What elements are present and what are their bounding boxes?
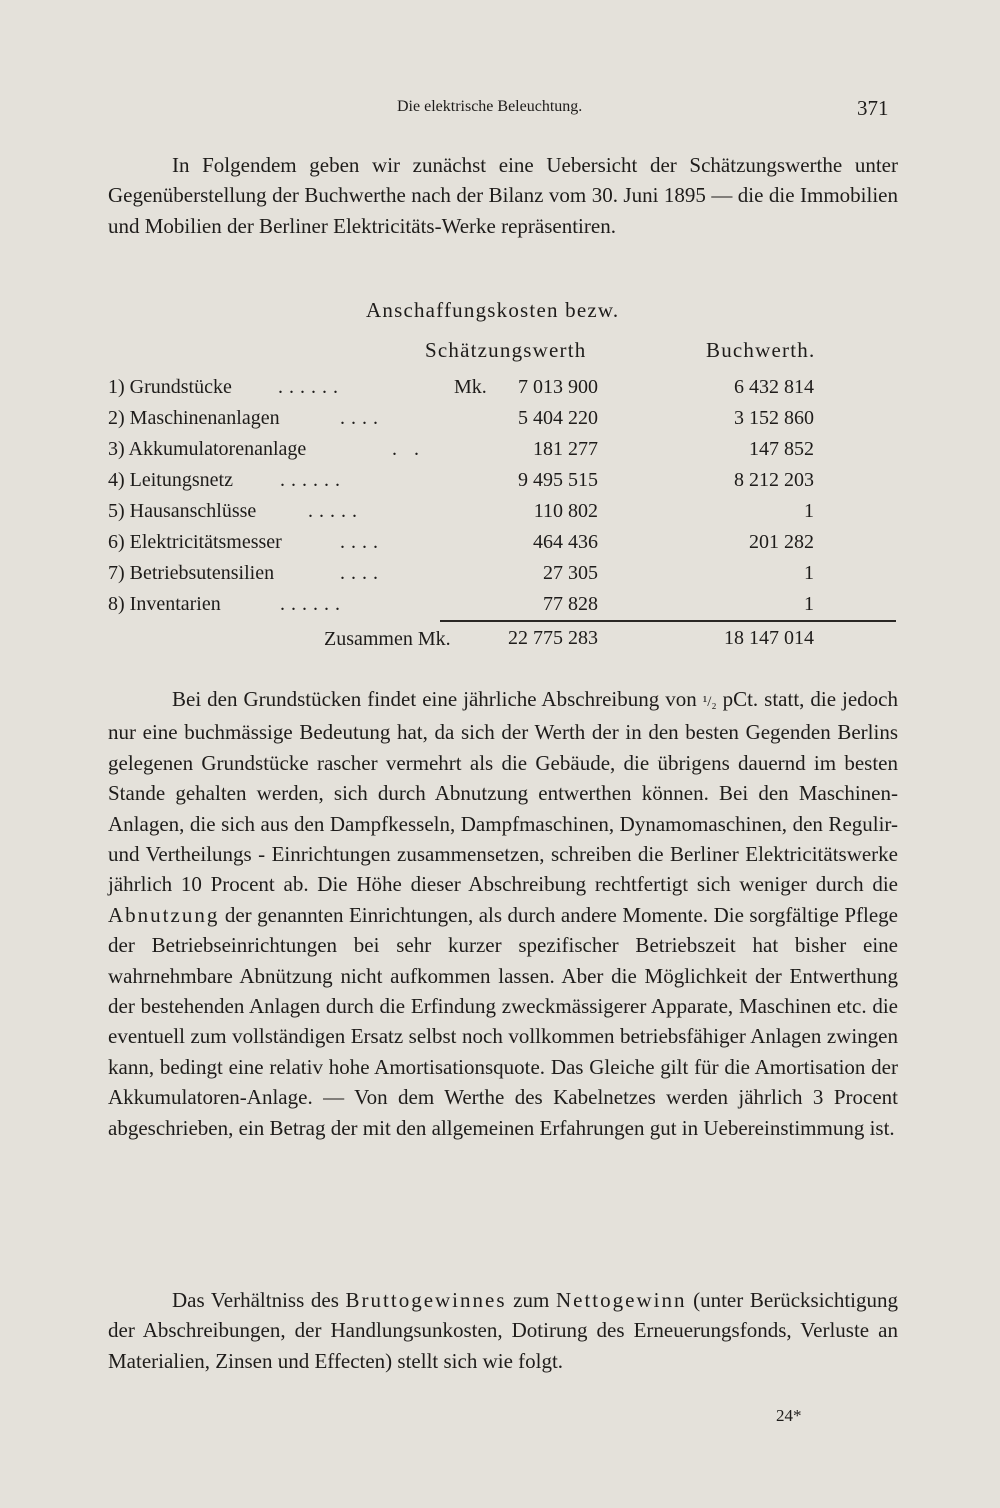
row-estimated-value: 27 305 [543,562,598,584]
text-run: Das Verhältniss des [172,1288,346,1312]
row-label: 2) Maschinenanlagen [108,407,280,429]
row-estimated-value: 181 277 [533,438,598,460]
currency-unit: Mk. [454,376,487,398]
row-book-value: 201 282 [749,531,814,553]
row-label: 5) Hausanschlüsse [108,500,257,522]
row-label: 7) Betriebsutensilien [108,562,275,584]
running-head [0,96,1000,126]
row-label: 4) Leitungsnetz [108,469,233,491]
leader-dots: .... [340,407,384,429]
table-header-col1: Schätzungswerth [425,338,587,362]
profit-paragraph [108,1285,898,1376]
total-label: Zusammen Mk. [324,628,451,650]
leader-dots: .... [340,531,384,553]
table-row [108,559,898,590]
running-title: Die elektrische Beleuchtung. [397,98,583,115]
row-label: 3) Akkumulatorenanlage [108,438,307,460]
leader-dots: . . [392,438,425,460]
table-row [108,497,898,528]
text-run: (unter Berücksichtigung der Abschreibungen, der Handlungsunkosten, Dotirung des Erneuerungsfonds, Verluste an Materialien, Zinsen und Effecten) stellt sich wie folgt. [108,1288,899,1373]
table-row [108,466,898,497]
text-run: zum [506,1288,556,1312]
row-book-value: 1 [804,562,814,584]
text-run: der genannten Einrichtungen, als durch andere Momente. Die sorgfältige Pflege der Betriebseinrichtungen bei sehr kurzer spezifischer Betriebszeit hat bisher eine wahrnehmbare Abnützung nicht aufkommen lassen. Aber die Möglichkeit der Entwerthung der bestehenden Anlagen durch die Erfindung zweckmässigerer Apparate, Maschinen etc. die eventuell zum vollständigen Ersatz selbst noch vollkommen betriebsfähiger Anlagen zwingen kann, bedingt eine relativ hohe Amortisationsquote. Das Gleiche gilt für die Amortisation der Akkumulatoren-Anlage. — Von dem Werthe des Kabelnetzes werden jährlich 3 Procent abgeschrieben, ein Betrag der mit den allgemeinen Erfahrungen gut in Uebereinstimmung ist. [108,902,898,1140]
row-estimated-value: 7 013 900 [518,376,598,398]
row-estimated-value: 110 802 [533,500,598,522]
spaced-emphasis: Bruttogewinnes [345,1288,507,1312]
table-row [108,435,898,466]
leader-dots: ...... [280,469,346,491]
row-estimated-value: 9 495 515 [518,469,598,491]
row-book-value: 147 852 [749,438,814,460]
row-book-value: 8 212 203 [734,469,814,491]
row-estimated-value: 5 404 220 [518,407,598,429]
total-row [108,624,898,656]
leader-dots: ...... [280,593,346,615]
leader-dots: .... [340,562,384,584]
spaced-emphasis: Abnutzung [108,902,220,927]
row-estimated-value: 464 436 [533,531,598,553]
total-book-value: 18 147 014 [724,627,814,649]
sheet-signature: 24* [776,1406,802,1425]
leader-dots: ...... [278,376,344,398]
valuation-table [108,373,898,621]
table-header-line1: Anschaffungskosten bezw. [366,298,620,322]
table-row [108,590,898,621]
table-row [108,404,898,435]
row-label: 6) Elektricitätsmesser [108,531,282,553]
row-book-value: 3 152 860 [734,407,814,429]
row-book-value: 1 [804,500,814,522]
row-label: 8) Inventarien [108,593,221,615]
row-estimated-value: 77 828 [543,593,598,615]
table-row [108,373,898,404]
row-book-value: 6 432 814 [734,376,814,398]
fraction: ¹/₂ [702,694,717,710]
depreciation-paragraph [108,684,898,1143]
row-label: 1) Grundstücke [108,376,232,398]
row-book-value: 1 [804,593,814,615]
page-number: 371 [857,96,889,120]
text-run: pCt. statt, die jedoch nur eine buchmässige Bedeutung hat, da sich der Werth der in den besten Gegenden Berlins gelegenen Grundstücke rascher vermehrt als die Gebäude, die übrigens dauernd im besten Stande gehalten werden, sich durch Abnutzung entwerthen können. Bei den Maschinen-Anlagen, die sich aus den Dampfkesseln, Dampfmaschinen, Dynamomaschinen, den Regulir- und Vertheilungs - Einrichtungen zusammensetzen, schreiben die Berliner Elektricitätswerke jährlich 10 Procent ab. Die Höhe dieser Abschreibung rechtfertigt sich weniger durch die [108,687,898,897]
table-header-col2: Buchwerth. [706,338,816,362]
intro-paragraph: In Folgendem geben wir zunächst eine Uebersicht der Schätzungswerthe unter Gegenüberstellung der Buchwerthe nach der Bilanz vom 30. Juni 1895 — die die Immobilien und Mobilien der Berliner Elektricitäts-Werke repräsentiren. [108,153,898,238]
total-estimated-value: 22 775 283 [508,627,598,649]
sum-rule [440,620,896,622]
spaced-emphasis: Nettogewinn [555,1288,687,1312]
text-run: Bei den Grundstücken findet eine jährliche Abschreibung von [172,687,703,711]
leader-dots: ..... [308,500,363,522]
table-row [108,528,898,559]
